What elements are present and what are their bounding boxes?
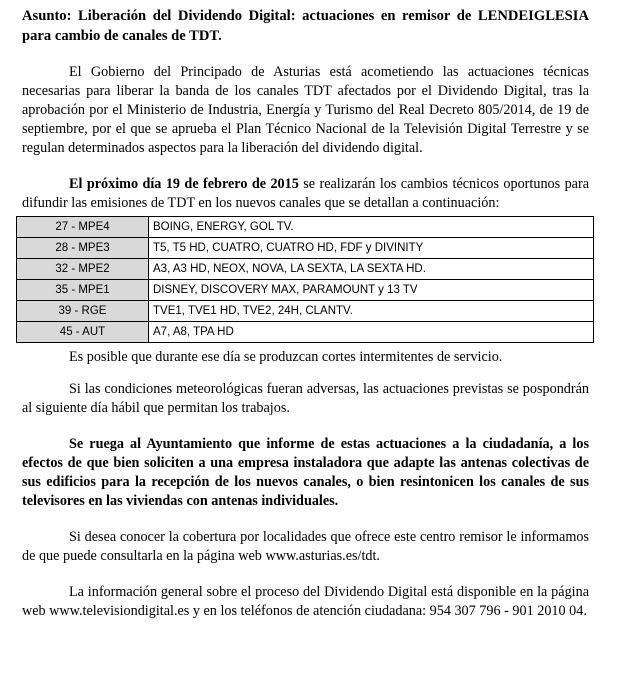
services-cell: A7, A8, TPA HD [149,322,594,343]
channel-cell: 27 - MPE4 [17,217,149,238]
subject-line: Asunto: Liberación del Dividendo Digital: actuaciones en remisor de LENDEIGLESIA para cambio de canales de TDT. [22,8,589,44]
table-row [17,322,594,343]
table-row [17,301,594,322]
services-cell: TVE1, TVE1 HD, TVE2, 24H, CLANTV. [149,301,594,322]
table-row [17,259,594,280]
date-highlight: El próximo día 19 de febrero de 2015 [69,176,299,192]
date-paragraph-text: se realizarán los cambios técnicos oportunos para difundir las emisiones de TDT en los nuevos canales que se detallan a continuación: [22,176,589,211]
table-row [17,238,594,259]
table-row [17,217,594,238]
services-cell: A3, A3 HD, NEOX, NOVA, LA SEXTA, LA SEXTA HD. [149,259,594,280]
services-cell: BOING, ENERGY, GOL TV. [149,217,594,238]
channel-cell: 39 - RGE [17,301,149,322]
intro-paragraph: El Gobierno del Principado de Asturias está acometiendo las actuaciones técnicas necesarias para liberar la banda de los canales TDT afectados por el Dividendo Digital, tras la aprobación por el Ministerio de Industria, Energía y Turismo del Real Decreto 805/2014, de 19 de septiembre, por el que se aprueba el Plan Técnico Nacional de la Televisión Digital Terrestre y se regulan determinados aspectos para la liberación del dividendo digital. [22,64,589,156]
table-row [17,280,594,301]
general-info-paragraph: La información general sobre el proceso del Dividendo Digital está disponible en la página web www.televisiondigital.es y en los teléfonos de atención ciudadana: 954 307 796 - 901 2010 04. [22,584,589,619]
service-cuts-paragraph: Es posible que durante ese día se produzcan cortes intermitentes de servicio. [69,349,503,365]
services-cell: T5, T5 HD, CUATRO, CUATRO HD, FDF y DIVINITY [149,238,594,259]
services-cell: DISNEY, DISCOVERY MAX, PARAMOUNT y 13 TV [149,280,594,301]
channel-cell: 28 - MPE3 [17,238,149,259]
channel-cell: 32 - MPE2 [17,259,149,280]
channel-table [16,216,594,343]
channel-cell: 35 - MPE1 [17,280,149,301]
channel-cell: 45 - AUT [17,322,149,343]
weather-paragraph: Si las condiciones meteorológicas fueran adversas, las actuaciones previstas se pospondrán al siguiente día hábil que permitan los trabajos. [22,381,589,416]
request-paragraph: Se ruega al Ayuntamiento que informe de estas actuaciones a la ciudadanía, a los efectos de que bien soliciten a una empresa instaladora que adapte las antenas colectivas de sus edificios para la recepción de los nuevos canales, o bien resintonicen los canales de sus televisores en las viviendas con antenas individuales. [22,436,589,509]
document-page [22,6,589,621]
coverage-paragraph: Si desea conocer la cobertura por localidades que ofrece este centro remisor le informamos de que puede consultarla en la página web www.asturias.es/tdt. [22,529,589,564]
date-paragraph [22,175,589,213]
